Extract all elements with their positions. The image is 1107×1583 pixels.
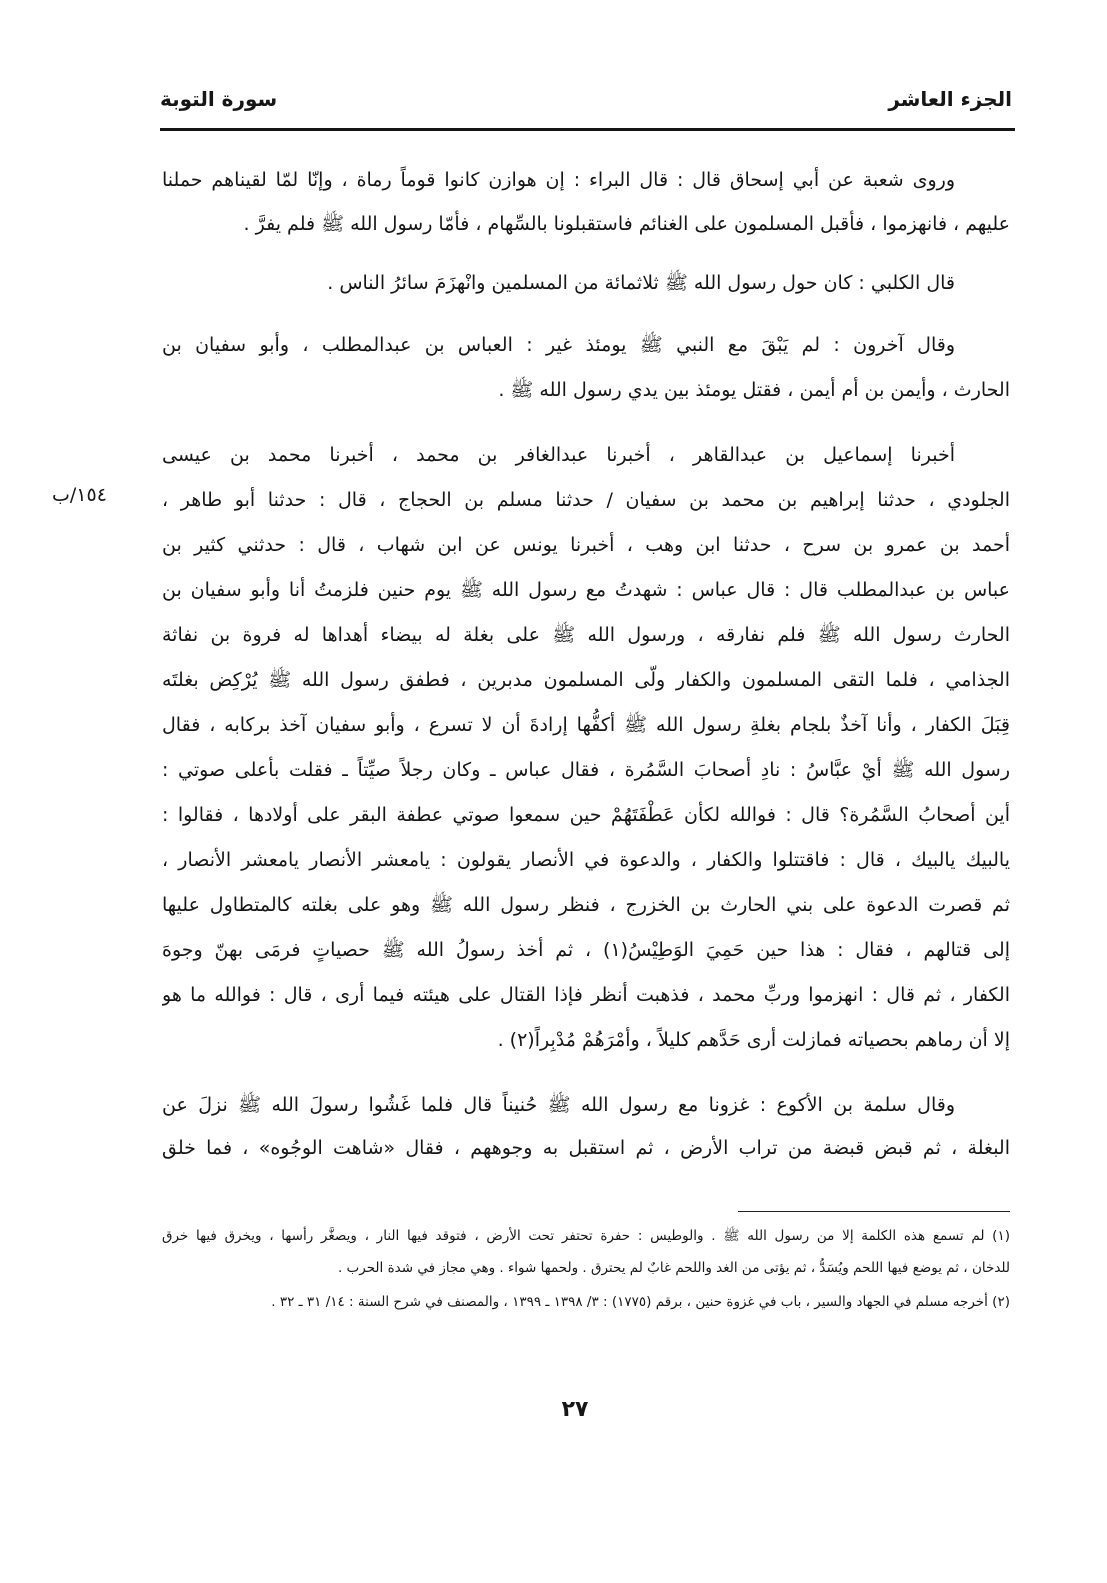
body-line: وروى شعبة عن أبي إسحاق قال : قال البراء : إن هوازن كانوا قوماً رماة ، وإنّا لمّا لقيناهم حملنا	[162, 169, 955, 191]
body-line: رسول الله ﷺ أيْ عبَّاسُ : نادِ أصحابَ السَّمُرة ، فقال عباس ـ وكان رجلاً صيِّتاً ـ فقلت بأعلى صوتي :	[162, 759, 1010, 781]
body-line: الحارث رسول الله ﷺ فلم نفارقه ، ورسول الله ﷺ على بغلة له بيضاء أهداها له فروة بن نفاثة	[162, 624, 1010, 646]
footnote-rule	[738, 1211, 1010, 1212]
body-line: البغلة ، ثم قبض قبضة من تراب الأرض ، ثم استقبل به وجوههم ، فقال «شاهت الوجُوه» ، فما خلق	[162, 1137, 1010, 1159]
margin-folio-note: ١٥٤/ب	[52, 484, 107, 506]
body-line: الحارث ، وأيمن بن أم أيمن ، فقتل يومئذ بين يدي رسول الله ﷺ .	[498, 379, 1010, 401]
body-line: أحمد بن عمرو بن سرح ، حدثنا ابن وهب ، أخبرنا يونس عن ابن شهاب ، قال : حدثني كثير بن	[162, 534, 1010, 556]
body-line: عليهم ، فانهزموا ، فأقبل المسلمون على الغنائم فاستقبلونا بالسِّهام ، فأمّا رسول الله ﷺ فلم يفرَّ .	[243, 213, 1010, 235]
body-line: الجذامي ، فلما التقى المسلمون والكفار ولّى المسلمون مدبرين ، فطفق رسول الله ﷺ يُرْكِض بغلتَه	[162, 669, 1010, 691]
body-line: قال الكلبي : كان حول رسول الله ﷺ ثلاثمائة من المسلمين وانْهزَمَ سائرُ الناس .	[327, 272, 955, 294]
body-line: وقال سلمة بن الأكوع : غزونا مع رسول الله ﷺ حُنيناً قال فلما غَشُوا رسولَ الله ﷺ نزلَ عن	[162, 1094, 955, 1116]
running-head-surah: سورة التوبة	[160, 87, 278, 111]
body-line: أين أصحابُ السَّمُرة؟ قال : فوالله لكأن عَطْفَتَهُمْ حين سمعوا صوتي عطفة البقر على أولادها ، فقالوا :	[162, 804, 1010, 826]
body-line: الجلودي ، حدثنا إبراهيم بن محمد بن سفيان / حدثنا مسلم بن الحجاج ، قال : حدثنا أبو طاهر ،	[162, 489, 1010, 511]
body-line: عباس بن عبدالمطلب قال : قال عباس : شهدتُ مع رسول الله ﷺ يوم حنين فلزمتُ أنا وأبو سفيان بن	[162, 579, 1010, 601]
running-head-part: الجزء العاشر	[888, 87, 1012, 111]
body-line: إلا أن رماهم بحصياته فمازلت أرى حَدَّهم كليلاً ، وأمْرَهُمْ مُدْبِراً(٢) .	[497, 1029, 1010, 1051]
body-line: وقال آخرون : لم يَبْقَ مع النبي ﷺ يومئذ غير : العباس بن عبدالمطلب ، وأبو سفيان بن	[162, 334, 955, 356]
body-line: قِبَلَ الكفار ، وأنا آخذٌ بلجام بغلةِ رسول الله ﷺ أكفُّها إرادةَ أن لا تسرع ، وأبو سفيان آخذ بركابه ، فقال	[162, 714, 1010, 736]
body-line: ثم قصرت الدعوة على بني الحارث بن الخزرج ، فنظر رسول الله ﷺ وهو على بغلته كالمتطاول عليها	[162, 894, 1010, 916]
body-line: إلى قتالهم ، فقال : هذا حين حَمِيَ الوَطِيْسُ(١) ، ثم أخذ رسولُ الله ﷺ حصياتٍ فرمَى بهنّ وجوهَ	[162, 939, 1010, 961]
footnote-line: (٢) أخرجه مسلم في الجهاد والسير ، باب في غزوة حنين ، برقم (١٧٧٥) : ٣/ ١٣٩٨ ـ ١٣٩٩ ، والمصنف في شرح السنة : ١٤/ ٣١ ـ ٣٢ .	[271, 1294, 1010, 1310]
body-line: أخبرنا إسماعيل بن عبدالقاهر ، أخبرنا عبدالغافر بن محمد ، أخبرنا محمد بن عيسى	[162, 444, 955, 466]
body-line: الكفار ، ثم قال : انهزموا وربِّ محمد ، فذهبت أنظر فإذا القتال على هيئته فيما أرى ، قال : فوالله ما هو	[162, 984, 1010, 1006]
footnote-line: (١) لم تسمع هذه الكلمة إلا من رسول الله ﷺ . والوطيس : حفرة تحتفر تحت الأرض ، فتوقد فيها النار ، ويصغَّر رأسها ، ويخرق فيها خرق	[162, 1228, 1010, 1244]
page-number: ٢٧	[561, 1397, 589, 1422]
body-line: يالبيك يالبيك ، قال : فاقتتلوا والكفار ، والدعوة في الأنصار يقولون : يامعشر الأنصار يامعشر الأنصار ،	[162, 849, 1010, 871]
footnote-line: للدخان ، ثم يوضع فيها اللحم ويُسَدُّ ، ثم يؤتى من الغد واللحم غابٌ لم يحترق . ولحمها شواء . وهي مجاز في شدة الحرب .	[337, 1260, 1010, 1276]
header-rule	[160, 128, 1015, 131]
